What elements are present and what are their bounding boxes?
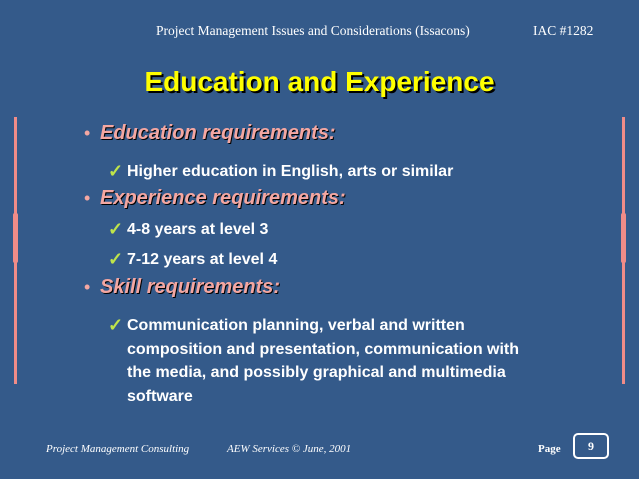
footer-page-label: Page: [538, 443, 561, 455]
bullet-icon: •: [84, 123, 91, 143]
section-heading: Experience requirements:: [100, 187, 346, 209]
list-item: [108, 314, 547, 408]
section-skills: [84, 276, 280, 299]
list-item-text: 4-8 years at level 3: [127, 221, 269, 238]
slide-title: Education and Experience: [144, 66, 495, 97]
checkmark-icon: ✓: [108, 249, 124, 269]
document-title: Project Management Issues and Considerations (Issacons): [156, 23, 470, 38]
page-number-box: 9: [573, 433, 609, 459]
section-heading: Education requirements:: [100, 122, 336, 144]
bullet-icon: •: [84, 188, 91, 208]
checkmark-icon: ✓: [108, 315, 124, 335]
list-item-text: Communication planning, verbal and written composition and presentation, communication with the media, and possibly graphical and multimedia software: [127, 317, 520, 405]
left-bar-accent: [13, 213, 18, 263]
document-id: IAC #1282: [533, 23, 594, 38]
right-bar-accent: [621, 213, 626, 263]
list-item-text: 7-12 years at level 4: [127, 251, 278, 268]
bullet-icon: •: [84, 277, 91, 297]
section-experience: [84, 187, 346, 210]
footer-company: Project Management Consulting: [46, 443, 190, 455]
list-item-text: Higher education in English, arts or similar: [127, 163, 454, 180]
checkmark-icon: ✓: [108, 219, 124, 239]
footer-copyright: AEW Services © June, 2001: [227, 443, 352, 455]
section-heading: Skill requirements:: [100, 276, 281, 298]
list-item: [108, 218, 268, 243]
list-item: [108, 160, 453, 185]
section-education: [84, 122, 336, 145]
list-item: [108, 248, 277, 273]
checkmark-icon: ✓: [108, 161, 124, 181]
